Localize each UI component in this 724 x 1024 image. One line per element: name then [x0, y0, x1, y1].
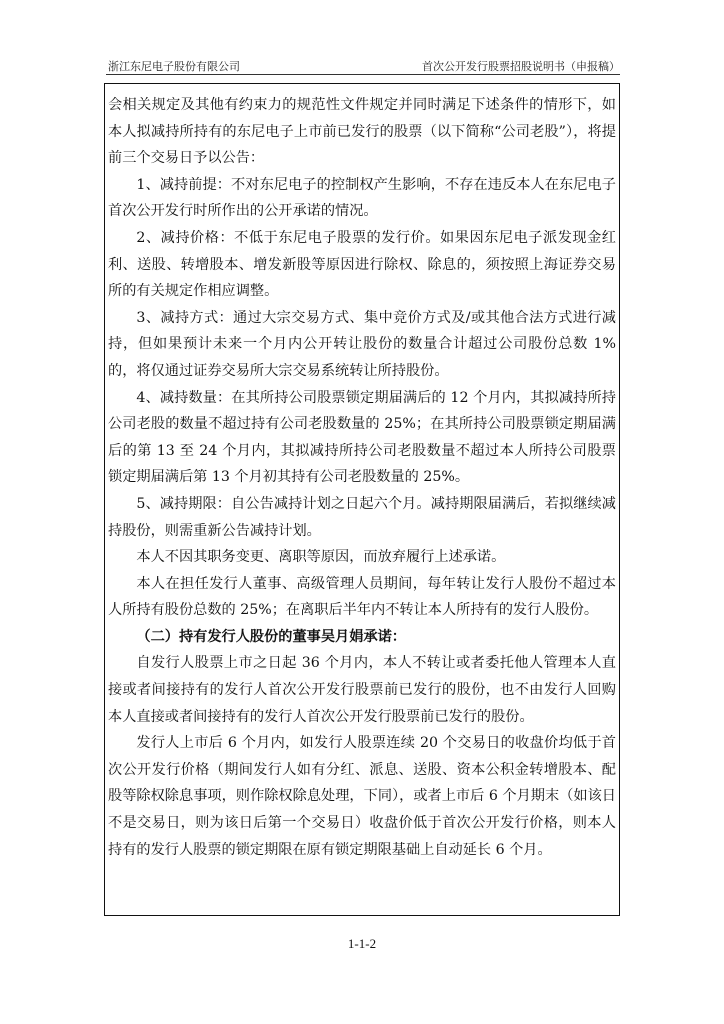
paragraph-continuation: 会相关规定及其他有约束力的规范性文件规定并同时满足下述条件的情形下，如本人拟减持所持有的东尼电子上市前已发行的股票（以下简称“公司老股”），将提前三个交易日予以公告：	[108, 97, 616, 167]
page-number: 1-1-2	[347, 936, 377, 951]
paragraph-no-waiver: 本人不因其职务变更、离职等原因，而放弃履行上述承诺。	[136, 549, 506, 566]
paragraph-lockup-extension: 发行人上市后 6 个月内，如发行人股票连续 20 个交易日的收盘价均低于首次公开发行价格（期间发行人如有分红、派息、送股、资本公积金转增股本、配股等除权除息事项，则作除权除息处理，下同），或者上市后 6 个月期末（如该日不是交易日，则为该日后第一个交易日）收盘价低于首次公开发行价格，则本人持有的发行人股票的锁定期限在原有锁定期限基础上自动延长 6 个月。	[108, 735, 616, 858]
document-body	[108, 92, 616, 863]
paragraph-reduction-price: 2、减持价格：不低于东尼电子股票的发行价。如果因东尼电子派发现金红利、送股、转增股本、增发新股等原因进行除权、除息的，须按照上海证券交易所的有关规定作相应调整。	[108, 229, 616, 300]
section-heading: （二）持有发行人股份的董事吴月娟承诺：	[136, 628, 406, 645]
paragraph-reduction-quantity: 4、减持数量：在其所持公司股票锁定期届满后的 12 个月内，其拟减持所持公司老股的数量不超过持有公司老股数量的 25%；在其所持公司股票锁定期届满后的第 13 至 24 个月内，其拟减持所持公司老股数量不超过本人所持公司股票锁定期届满后第 13 个月初其持有公司老股数量的 25%。	[108, 389, 616, 486]
page-header	[106, 56, 620, 76]
header-company-name: 浙江东尼电子股份有限公司	[108, 60, 240, 73]
paragraph-reduction-method: 3、减持方式：通过大宗交易方式、集中竞价方式及/或其他合法方式进行减持，但如果预计未来一个月内公开转让股份的数量合计超过公司股份总数 1%的，将仅通过证券交易所大宗交易系统转让所持股份。	[108, 309, 616, 379]
paragraph-reduction-period: 5、减持期限：自公告减持计划之日起六个月。减持期限届满后，若拟继续减持股份，则需重新公告减持计划。	[108, 495, 616, 539]
paragraph-reduction-premise: 1、减持前提：不对东尼电子的控制权产生影响，不存在违反本人在东尼电子首次公开发行时所作出的公开承诺的情况。	[108, 176, 616, 220]
header-document-title: 首次公开发行股票招股说明书（申报稿）	[422, 60, 620, 73]
paragraph-annual-transfer-limit: 本人在担任发行人董事、高级管理人员期间，每年转让发行人股份不超过本人所持有股份总数的 25%；在离职后半年内不转让本人所持有的发行人股份。	[108, 575, 616, 619]
header-divider	[106, 74, 620, 75]
paragraph-lockup-36-months: 自发行人股票上市之日起 36 个月内，本人不转让或者委托他人管理本人直接或者间接持有的发行人首次公开发行股票前已发行的股份，也不由发行人回购本人直接或者间接持有的发行人首次公开发行股票前已发行的股份。	[108, 655, 616, 725]
